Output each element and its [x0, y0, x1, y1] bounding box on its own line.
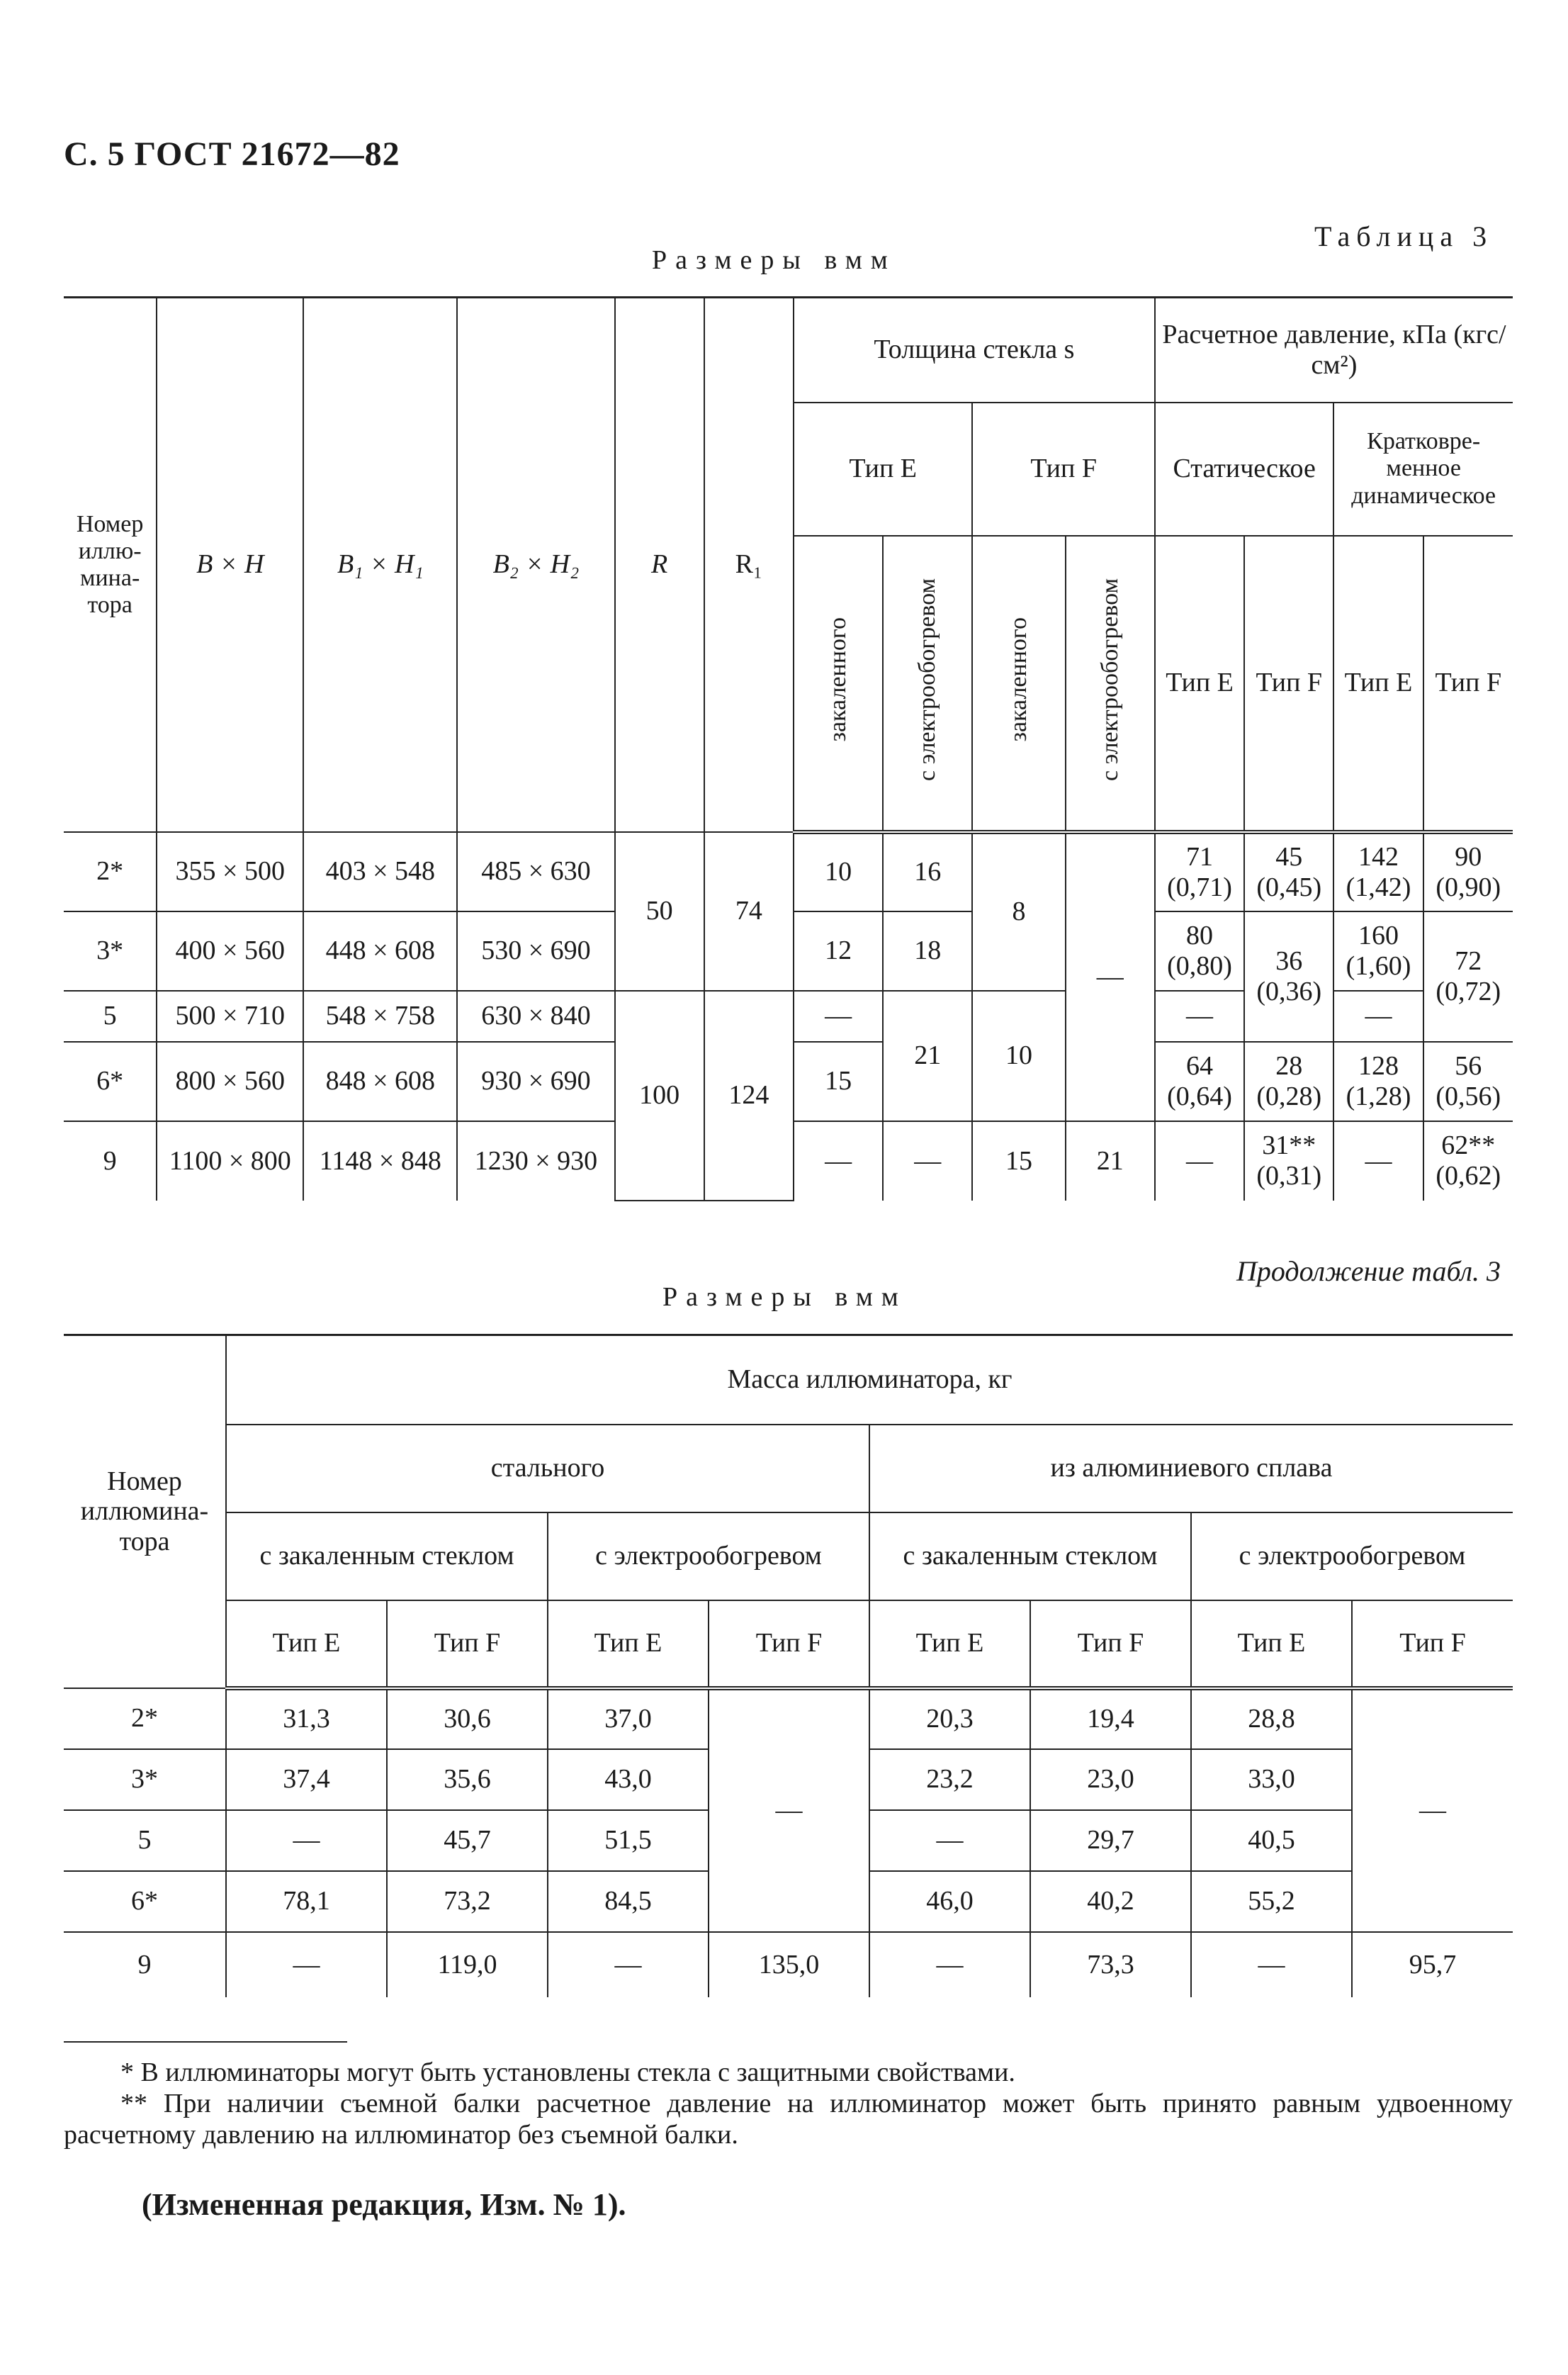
t3-b2h2: 530 × 690 [457, 911, 614, 991]
t3-num: 9 [64, 1121, 157, 1201]
t3-dynamic-e: 128 (1,28) [1333, 1042, 1423, 1121]
t3-e-heat: 18 [883, 911, 972, 991]
t4-steel-hard-e: — [226, 1932, 387, 1997]
table-row [64, 1932, 1513, 1997]
t4-alu-heat-e: — [1191, 1932, 1352, 1997]
t3-static-e: — [1155, 991, 1244, 1042]
t3-bh: 400 × 560 [157, 911, 303, 991]
t4-alu-hard-e: — [869, 1932, 1030, 1997]
t3-head-dynamic-e: Тип E [1333, 536, 1423, 832]
t4-num: 2* [64, 1688, 226, 1749]
t3-b1h1: 448 × 608 [303, 911, 457, 991]
t4-head-type-e: Тип E [869, 1600, 1030, 1688]
t4-alu-heat-e: 55,2 [1191, 1871, 1352, 1932]
t4-num: 3* [64, 1749, 226, 1810]
t4-num: 5 [64, 1810, 226, 1871]
t3-dynamic-e: 142 (1,42) [1333, 832, 1423, 911]
table3 [64, 296, 1513, 1201]
t3-head-f-heated: с электрообогревом [1066, 536, 1155, 832]
t4-head-steel-heated: с электрообогревом [548, 1512, 869, 1600]
table3-caption: Таблица 3 [1314, 220, 1494, 252]
table3-units: Размеры вмм [652, 245, 896, 275]
t3-head-e-hardened: закаленного [794, 536, 883, 832]
t3-b2h2: 485 × 630 [457, 832, 614, 911]
t4-steel-hard-e: 31,3 [226, 1688, 387, 1749]
t4-steel-heat-e: 43,0 [548, 1749, 709, 1810]
t3-head-static-f: Тип F [1244, 536, 1333, 832]
t4-alu-heat-e: 40,5 [1191, 1810, 1352, 1871]
t3-bh: 1100 × 800 [157, 1121, 303, 1201]
table4 [64, 1334, 1513, 1997]
t4-alu-hard-f: 73,3 [1030, 1932, 1191, 1997]
t3-e-hard: 15 [794, 1042, 883, 1121]
t3-head-f-hardened: закаленного [972, 536, 1065, 832]
t4-alu-hard-f: 29,7 [1030, 1810, 1191, 1871]
t3-e-heat: 16 [883, 832, 972, 911]
t4-head-alu-heated: с электрообогревом [1191, 1512, 1513, 1600]
t4-steel-heat-e: — [548, 1932, 709, 1997]
t4-steel-hard-f: 30,6 [387, 1688, 548, 1749]
t4-alu-hard-e: 46,0 [869, 1871, 1030, 1932]
t3-f-hard: 8 [972, 832, 1065, 991]
t4-num: 6* [64, 1871, 226, 1932]
t3-head-r1: R₁ [704, 298, 794, 832]
t3-bh: 800 × 560 [157, 1042, 303, 1121]
t3-dynamic-f: 62** (0,62) [1423, 1121, 1513, 1201]
t3-f-heat: — [1066, 832, 1155, 1121]
footnote-1: * В иллюминаторы могут быть установлены стекла с защитными свойствами. [120, 2057, 1015, 2087]
t4-steel-heat-f: — [709, 1688, 869, 1932]
t3-static-f: 28 (0,28) [1244, 1042, 1333, 1121]
t4-head-type-e: Тип E [548, 1600, 709, 1688]
footnote-2: ** При наличии съемной балки расчетное давление на иллюминатор может быть принято равным удвоенному расчетному давлению на иллюминатор без съемной балки. [64, 2089, 1513, 2150]
t4-alu-heat-f: 95,7 [1352, 1932, 1513, 1997]
t4-head-steel: стального [226, 1425, 869, 1512]
t3-b1h1: 403 × 548 [303, 832, 457, 911]
t4-head-type-e: Тип E [1191, 1600, 1352, 1688]
t3-bh: 500 × 710 [157, 991, 303, 1042]
t3-head-r: R [615, 298, 704, 832]
table-row [64, 832, 1513, 911]
t4-num: 9 [64, 1932, 226, 1997]
t3-b1h1: 548 × 758 [303, 991, 457, 1042]
t4-alu-heat-f: — [1352, 1688, 1513, 1932]
t3-f-hard: 15 [972, 1121, 1065, 1201]
t3-e-hard: 12 [794, 911, 883, 991]
t3-dynamic-e: — [1333, 991, 1423, 1042]
t4-steel-heat-f: 135,0 [709, 1932, 869, 1997]
t3-r1: 74 [704, 832, 794, 991]
t3-static-e: — [1155, 1121, 1244, 1201]
t4-head-type-f: Тип F [387, 1600, 548, 1688]
t4-steel-hard-f: 45,7 [387, 1810, 548, 1871]
t4-head-number: Номер иллюмина- тора [64, 1335, 226, 1688]
t3-e-hard: — [794, 1121, 883, 1201]
t3-head-static: Статическое [1155, 403, 1333, 536]
t4-steel-hard-f: 35,6 [387, 1749, 548, 1810]
t4-alu-hard-e: — [869, 1810, 1030, 1871]
t4-head-alu-hardened: с закаленным стеклом [869, 1512, 1191, 1600]
t3-f-hard: 10 [972, 991, 1065, 1121]
t3-f-heat: 21 [1066, 1121, 1155, 1201]
t3-dynamic-f: 56 (0,56) [1423, 1042, 1513, 1121]
t4-head-type-e: Тип E [226, 1600, 387, 1688]
t3-b2h2: 930 × 690 [457, 1042, 614, 1121]
t3-b1h1: 848 × 608 [303, 1042, 457, 1121]
t4-alu-heat-e: 33,0 [1191, 1749, 1352, 1810]
t3-num: 5 [64, 991, 157, 1042]
t4-alu-hard-f: 19,4 [1030, 1688, 1191, 1749]
t3-head-pressure: Расчетное давление, кПа (кгс/см²) [1155, 298, 1513, 403]
t3-dynamic-f: 72 (0,72) [1423, 911, 1513, 1042]
t4-alu-hard-f: 40,2 [1030, 1871, 1191, 1932]
t3-static-f: 36 (0,36) [1244, 911, 1333, 1042]
table4-caption: Продолжение табл. 3 [1236, 1255, 1501, 1287]
t4-steel-hard-f: 73,2 [387, 1871, 548, 1932]
t3-head-e-heated: с электрообогревом [883, 536, 972, 832]
t3-e-heat: — [883, 1121, 972, 1201]
t3-dynamic-f: 90 (0,90) [1423, 832, 1513, 911]
t4-head-alu: из алюминиевого сплава [869, 1425, 1513, 1512]
t3-bh: 355 × 500 [157, 832, 303, 911]
t3-b2h2: 1230 × 930 [457, 1121, 614, 1201]
page-header: С. 5 ГОСТ 21672—82 [64, 135, 400, 173]
t4-alu-heat-e: 28,8 [1191, 1688, 1352, 1749]
t4-steel-hard-e: — [226, 1810, 387, 1871]
t4-steel-heat-e: 84,5 [548, 1871, 709, 1932]
t3-dynamic-e: 160 (1,60) [1333, 911, 1423, 991]
t3-head-thickness: Толщина стекла s [794, 298, 1155, 403]
t4-head-type-f: Тип F [1352, 1600, 1513, 1688]
t4-steel-hard-e: 37,4 [226, 1749, 387, 1810]
t4-steel-heat-e: 37,0 [548, 1688, 709, 1749]
amendment-note: (Измененная редакция, Изм. № 1). [142, 2187, 626, 2222]
t4-head-mass: Масса иллюминатора, кг [226, 1335, 1513, 1425]
t4-head-type-f: Тип F [1030, 1600, 1191, 1688]
t3-b2h2: 630 × 840 [457, 991, 614, 1042]
t3-num: 2* [64, 832, 157, 911]
t3-head-dynamic: Кратковре- менное динамическое [1333, 403, 1513, 536]
t3-r1: 124 [704, 991, 794, 1201]
t3-head-dynamic-f: Тип F [1423, 536, 1513, 832]
t3-e-hard: 10 [794, 832, 883, 911]
t3-r: 50 [615, 832, 704, 991]
table-row [64, 1688, 1513, 1749]
t3-static-f: 31** (0,31) [1244, 1121, 1333, 1201]
t3-e-heat: 21 [883, 991, 972, 1121]
t4-alu-hard-e: 23,2 [869, 1749, 1030, 1810]
t4-alu-hard-e: 20,3 [869, 1688, 1030, 1749]
footnote-rule [64, 2041, 347, 2043]
t3-head-b1h1: B₁ × H₁ [303, 298, 457, 832]
t4-head-steel-hardened: с закаленным стеклом [226, 1512, 548, 1600]
t3-num: 3* [64, 911, 157, 991]
t4-steel-heat-e: 51,5 [548, 1810, 709, 1871]
t3-e-hard: — [794, 991, 883, 1042]
t3-b1h1: 1148 × 848 [303, 1121, 457, 1201]
t3-num: 6* [64, 1042, 157, 1121]
t3-head-bh: B × H [157, 298, 303, 832]
t3-head-static-e: Тип E [1155, 536, 1244, 832]
t4-steel-hard-f: 119,0 [387, 1932, 548, 1997]
t3-head-thick-type-f: Тип F [972, 403, 1155, 536]
t3-head-b2h2: B₂ × H₂ [457, 298, 614, 832]
t3-static-e: 71 (0,71) [1155, 832, 1244, 911]
t3-head-number: Номер иллю- мина- тора [64, 298, 157, 832]
t4-steel-hard-e: 78,1 [226, 1871, 387, 1932]
t3-head-thick-type-e: Тип E [794, 403, 972, 536]
t3-r: 100 [615, 991, 704, 1201]
t3-static-e: 80 (0,80) [1155, 911, 1244, 991]
table4-units: Размеры вмм [662, 1282, 907, 1312]
t3-dynamic-e: — [1333, 1121, 1423, 1201]
t4-head-type-f: Тип F [709, 1600, 869, 1688]
t4-alu-hard-f: 23,0 [1030, 1749, 1191, 1810]
t3-static-f: 45 (0,45) [1244, 832, 1333, 911]
t3-static-e: 64 (0,64) [1155, 1042, 1244, 1121]
